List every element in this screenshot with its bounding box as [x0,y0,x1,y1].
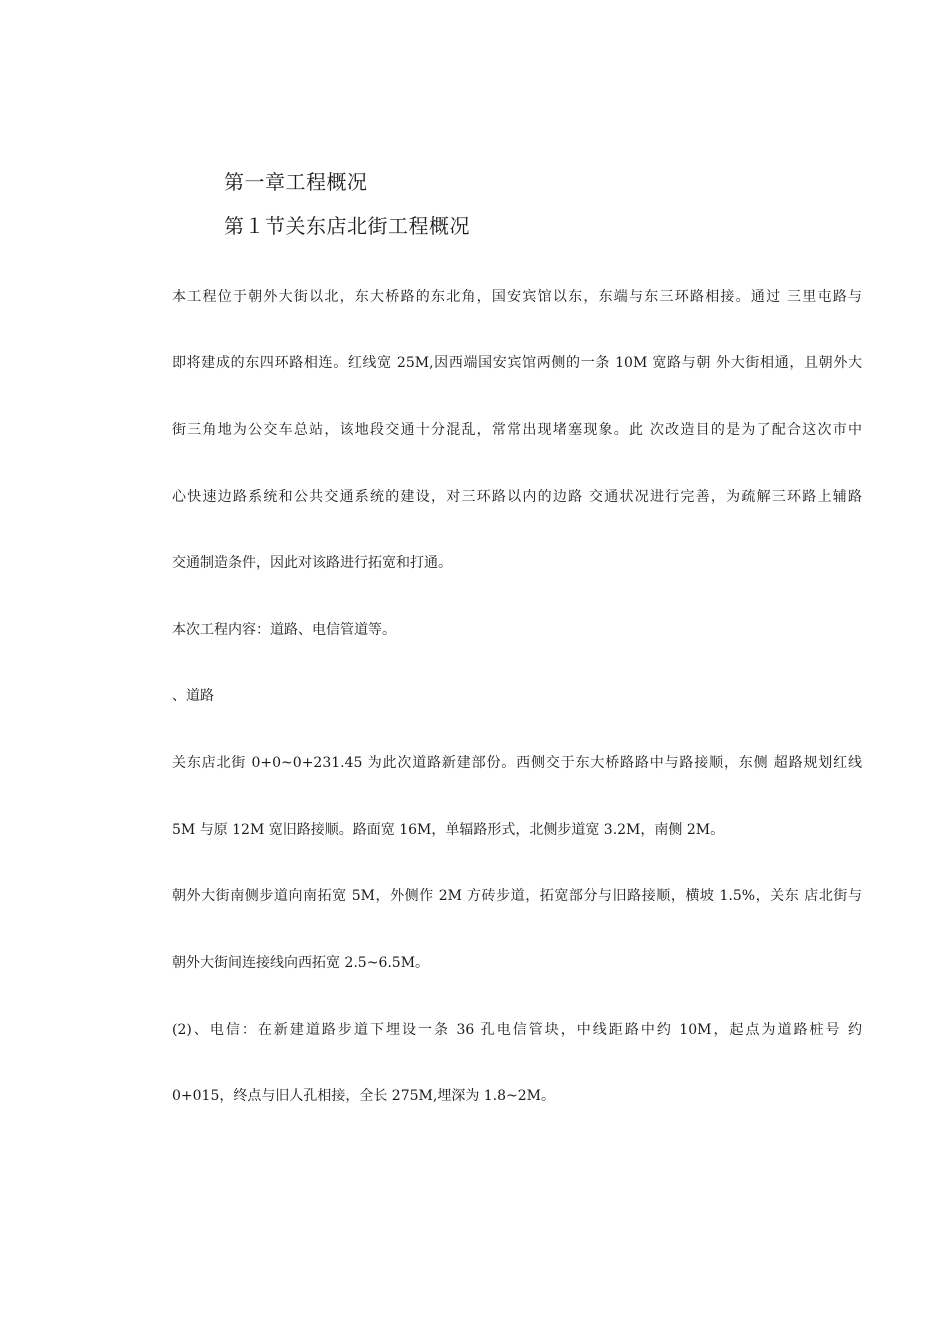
paragraph-line: 本次工程内容：道路、电信管道等。 [172,622,396,638]
paragraph-line: 5M 与原 12M 宽旧路接顺。路面宽 16M，单辐路形式，北侧步道宽 3.2M，南侧 2M。 [172,822,725,838]
paragraph-line: 朝外大街南侧步道向南拓宽 5M，外侧作 2M 方砖步道，拓宽部分与旧路接顺，横坡 1.5%，关东 店北街与 [172,888,862,904]
paragraph-line: 关东店北街 0+0~0+231.45 为此次道路新建部份。西侧交于东大桥路路中与路接顺，东侧 超路规划红线 [172,755,862,771]
chapter-title: 第一章工程概况 [224,170,368,194]
paragraph-line: 朝外大街间连接线向西拓宽 2.5~6.5M。 [172,955,430,971]
paragraph-line: 交通制造条件，因此对该路进行拓宽和打通。 [172,555,452,571]
paragraph-line: (2)、电信：在新建道路步道下埋设一条 36 孔电信管块，中线距路中约 10M，起点为道路桩号 约 [172,1022,862,1038]
list-label: 、道路 [172,688,214,704]
paragraph-line: 本工程位于朝外大街以北，东大桥路的东北角，国安宾馆以东，东端与东三环路相接。通过 三里屯路与 [172,289,862,305]
paragraph-line: 心快速边路系统和公共交通系统的建设，对三环路以内的边路 交通状况进行完善，为疏解三环路上辅路 [172,489,862,505]
paragraph-line: 即将建成的东四环路相连。红线宽 25M,因西端国安宾馆两侧的一条 10M 宽路与朝 外大街相通，且朝外大 [172,355,862,371]
paragraph-line: 街三角地为公交车总站，该地段交通十分混乱，常常出现堵塞现象。此 次改造目的是为了配合这次市中 [172,422,862,438]
paragraph-line: 0+015，终点与旧人孔相接，全长 275M,埋深为 1.8~2M。 [172,1088,556,1104]
section-title: 第１节关东店北街工程概况 [224,214,470,238]
